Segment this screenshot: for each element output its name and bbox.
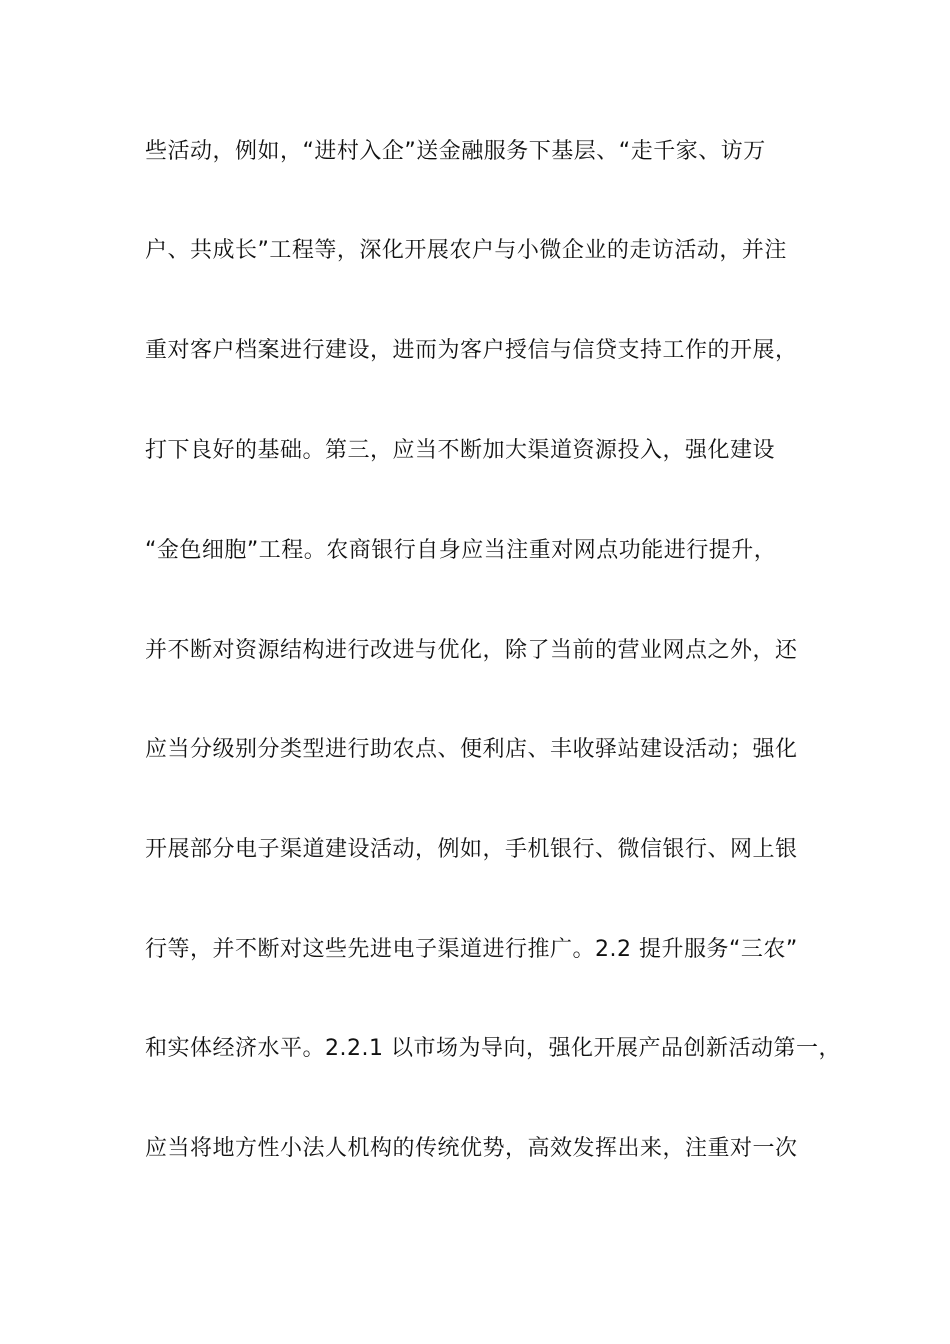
text-line: “金色细胞”工程。农商银行自身应当注重对网点功能进行提升， xyxy=(145,538,777,563)
text-line: 些活动，例如，“进村入企”送金融服务下基层、“走千家、访万 xyxy=(145,139,766,164)
text-line: 打下良好的基础。第三，应当不断加大渠道资源投入，强化建设 xyxy=(145,438,776,463)
text-line: 户、共成长”工程等，深化开展农户与小微企业的走访活动，并注 xyxy=(145,238,787,263)
text-line: 应当将地方性小法人机构的传统优势，高效发挥出来，注重对一次 xyxy=(145,1136,798,1161)
text-line: 和实体经济水平。2.2.1 以市场为导向，强化开展产品创新活动第一， xyxy=(145,1036,841,1061)
text-line: 应当分级别分类型进行助农点、便利店、丰收驿站建设活动；强化 xyxy=(145,737,798,762)
text-line: 行等，并不断对这些先进电子渠道进行推广。2.2 提升服务“三农” xyxy=(145,937,798,962)
text-line: 并不断对资源结构进行改进与优化，除了当前的营业网点之外，还 xyxy=(145,638,798,663)
text-line: 开展部分电子渠道建设活动，例如，手机银行、微信银行、网上银 xyxy=(145,837,798,862)
text-line: 重对客户档案进行建设，进而为客户授信与信贷支持工作的开展， xyxy=(145,338,798,363)
